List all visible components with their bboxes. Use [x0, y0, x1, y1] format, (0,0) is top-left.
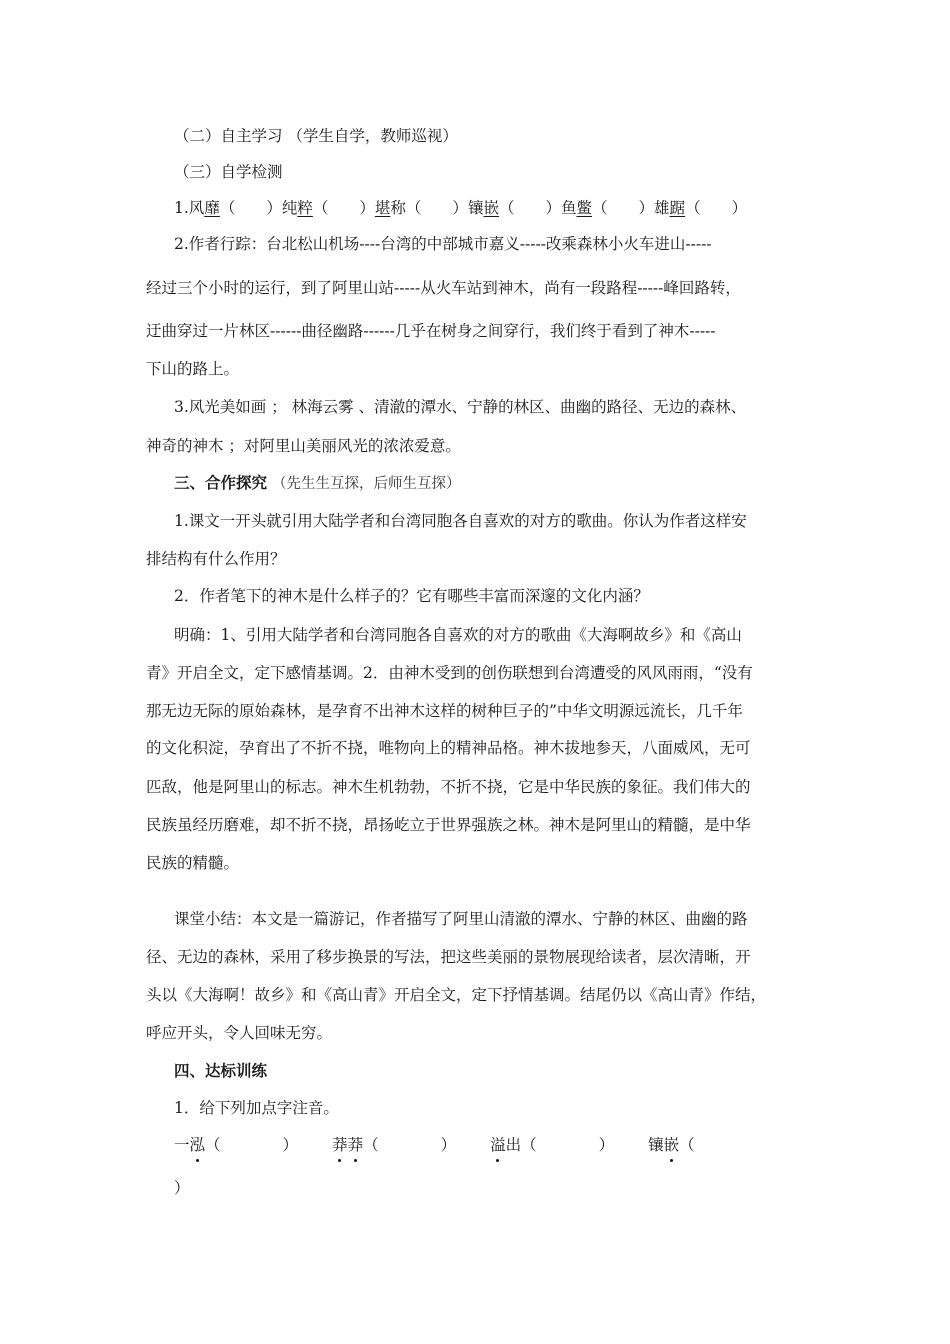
section-three-subheading: （三）自学检测 — [174, 163, 283, 181]
vocab-item: 纯粹（ ） — [281, 199, 375, 217]
vocab-item: 雄踞（ ） — [654, 199, 748, 217]
section-four-heading: 四、达标训练 — [174, 1061, 268, 1080]
scenery-line: 神奇的神木 ；对阿里山美丽风光的浓浓爱意。 — [146, 437, 461, 455]
answer-line: 那无边无际的原始森林，是孕育不出神木这样的树种巨子的”中华文明源远流长，几千年 — [146, 702, 743, 720]
summary-line: 径、无边的森林，采用了移步换景的写法，把这些美丽的景物展现给读者，层次清晰，开 — [146, 948, 751, 966]
vocab-item: 堪称（ ） — [374, 199, 468, 217]
train-item: 莽莽（ ） — [332, 1136, 457, 1154]
vocab-item: 鱼鳖（ ） — [560, 199, 655, 217]
train-items — [174, 1134, 695, 1156]
route-line: 2.作者行踪：台北松山机场----台湾的中部城市嘉义-----改乘森林小火车进山----- — [174, 235, 712, 253]
vocab-item: 风靡（ ） — [188, 199, 282, 217]
answer-line: 民族的精髓。 — [146, 854, 240, 872]
route-line: 经过三个小时的运行，到了阿里山站-----从火车站到神木，尚有一段路程-----峰回路转， — [146, 279, 741, 297]
vocab-question — [174, 197, 747, 219]
train-item: 溢出（ ） — [490, 1136, 615, 1154]
section-three-heading — [174, 472, 460, 495]
train-item: 一泓（ ） — [174, 1136, 299, 1154]
answer-line: 的文化积淀，孕育出了不折不挠，唯物向上的精神品格。神木拔地参天，八面威风，无可 — [146, 739, 751, 757]
answer-line: 青》开启全文，定下感情基调。2．由神木受到的创伤联想到台湾遭受的风风雨雨，“没有 — [146, 664, 753, 682]
route-line: 迂曲穿过一片林区------曲径幽路------几乎在树身之间穿行，我们终于看到了神木----- — [146, 322, 716, 340]
coop-question-line: 排结构有什么作用？ — [146, 550, 286, 568]
summary-line: 呼应开头，令人回味无穷。 — [146, 1024, 333, 1042]
summary-line: 头以《大海啊！故乡》和《高山青》开启全文，定下抒情基调。结尾仍以《高山青》作结， — [146, 986, 767, 1004]
train-tail: ） — [174, 1179, 190, 1197]
section-three-title: 三、合作探究 — [174, 473, 268, 492]
train-question-1: 1．给下列加点字注音。 — [174, 1099, 339, 1117]
coop-question-line: 1.课文一开头就引用大陆学者和台湾同胞各自喜欢的对方的歌曲。你认为作者这样安 — [174, 512, 747, 530]
answer-line: 匹敌，他是阿里山的标志。神木生机勃勃，不折不挠，它是中华民族的象征。我们伟大的 — [146, 778, 751, 796]
answer-line: 明确：1、引用大陆学者和台湾同胞各自喜欢的对方的歌曲《大海啊故乡》和《高山 — [174, 626, 742, 644]
scenery-line: 3.风光美如画 ； 林海云雾 、清澈的潭水、宁静的林区、曲幽的路径、无边的森林、 — [174, 398, 747, 416]
route-line: 下山的路上。 — [146, 360, 240, 378]
section-three-note: （先生生互探，后师生互探） — [271, 476, 461, 492]
section-two-subheading: （二）自主学习 （学生自学，教师巡视） — [174, 127, 458, 145]
coop-question-2: 2．作者笔下的神木是什么样子的？它有哪些丰富而深邃的文化内涵？ — [174, 587, 649, 605]
vocab-number: 1. — [174, 199, 189, 217]
train-item: 镶嵌（ — [648, 1136, 695, 1154]
summary-line: 课堂小结：本文是一篇游记，作者描写了阿里山清澈的潭水、宁静的林区、曲幽的路 — [174, 910, 748, 928]
vocab-item: 镶嵌（ ） — [467, 199, 561, 217]
answer-line: 民族虽经历磨难，却不折不挠，昂扬屹立于世界强族之林。神木是阿里山的精髓，是中华 — [146, 816, 751, 834]
